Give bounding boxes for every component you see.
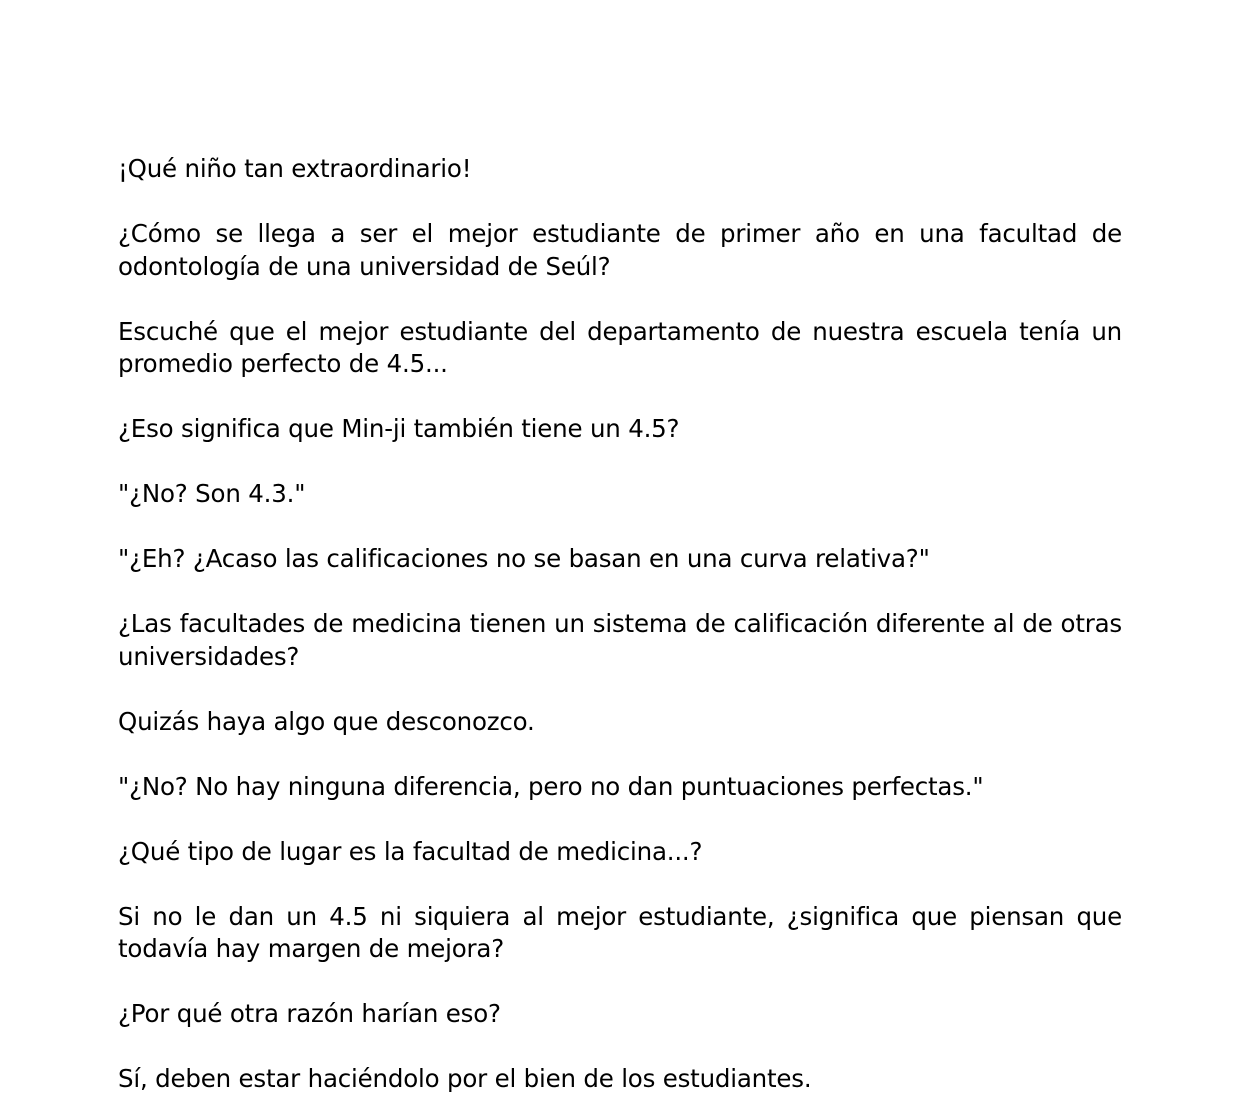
paragraph: ¿Las facultades de medicina tienen un sistema de calificación diferente al de otras universidades?	[118, 609, 1122, 671]
paragraph: "¿Eh? ¿Acaso las calificaciones no se basan en una curva relativa?"	[118, 544, 930, 573]
paragraph: ¿Cómo se llega a ser el mejor estudiante de primer año en una facultad de odontología de una universidad de Seúl?	[118, 219, 1122, 281]
paragraph: Escuché que el mejor estudiante del departamento de nuestra escuela tenía un promedio perfecto de 4.5...	[118, 316, 1122, 378]
paragraph: "¿No? Son 4.3."	[118, 479, 306, 508]
paragraph: ¿Eso significa que Min-ji también tiene un 4.5?	[118, 414, 680, 443]
paragraph: ¿Por qué otra razón harían eso?	[118, 999, 501, 1028]
paragraph: Si no le dan un 4.5 ni siquiera al mejor estudiante, ¿significa que piensan que todavía hay margen de mejora?	[118, 901, 1122, 963]
paragraph: Quizás haya algo que desconozco.	[118, 706, 535, 736]
paragraph: ¿Qué tipo de lugar es la facultad de medicina...?	[118, 836, 703, 866]
paragraph: Sí, deben estar haciéndolo por el bien de los estudiantes.	[118, 1064, 812, 1093]
paragraph: ¡Qué niño tan extraordinario!	[118, 154, 472, 183]
paragraph: "¿No? No hay ninguna diferencia, pero no dan puntuaciones perfectas."	[118, 771, 984, 801]
document-page	[118, 153, 1122, 1096]
